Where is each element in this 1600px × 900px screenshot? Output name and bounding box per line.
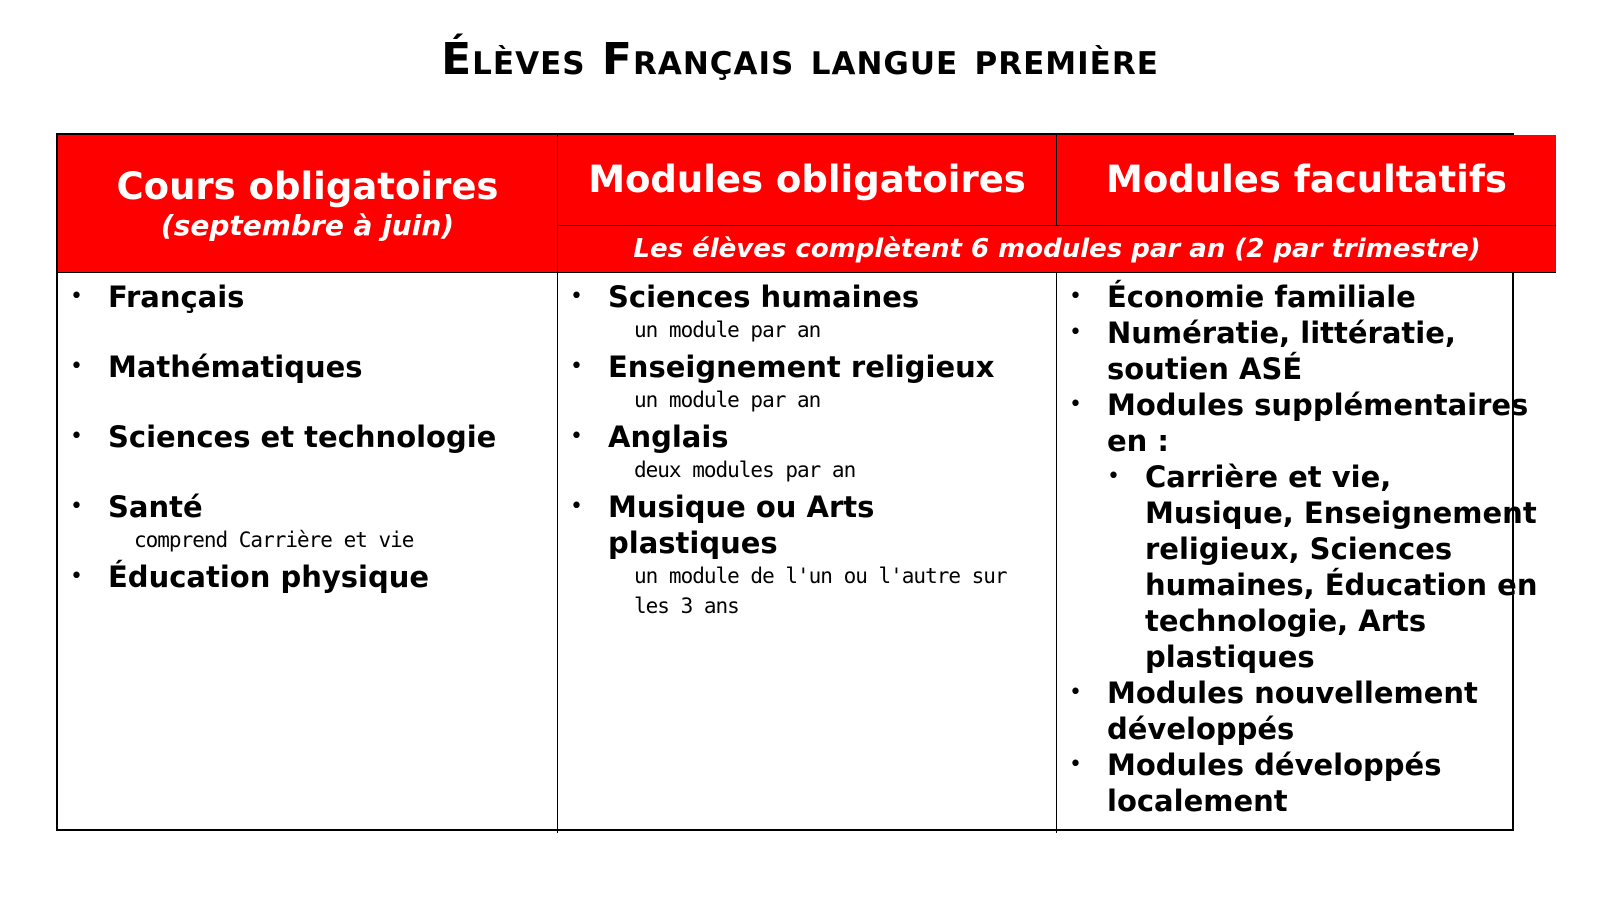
item-label: Économie familiale (1107, 280, 1416, 314)
list-item (70, 279, 547, 315)
list-item (570, 279, 1046, 345)
col1-list (70, 279, 547, 595)
item-label: Sciences humaines (608, 280, 920, 314)
program-table (56, 133, 1538, 831)
header-span-note (558, 226, 1556, 273)
nested-list (1107, 459, 1546, 675)
list-item (570, 489, 1046, 621)
item-label: Sciences et technologie (108, 420, 497, 454)
col3-body (1057, 273, 1556, 833)
item-label: Modules nouvellement développés (1107, 676, 1478, 746)
item-note: un module par an (634, 388, 821, 412)
item-label: Anglais (608, 420, 729, 454)
item-label: Modules supplémentaires en : (1107, 388, 1529, 458)
item-label: Modules développés localement (1107, 748, 1442, 818)
list-item (70, 349, 547, 385)
header-modules-obligatoires (558, 135, 1057, 226)
item-note: un module par an (634, 318, 821, 342)
list-item (1069, 747, 1546, 819)
list-item (570, 349, 1046, 415)
item-label: Enseignement religieux (608, 350, 995, 384)
item-label: Français (108, 280, 245, 314)
item-label: Carrière et vie, Musique, Enseignement religieux, Sciences humaines, Éducation en technologie, Arts plastiques (1145, 460, 1538, 674)
item-label: Santé (108, 490, 203, 524)
list-item (70, 559, 547, 595)
list-item (1069, 315, 1546, 387)
list-item (1069, 279, 1546, 315)
col2-list (570, 279, 1046, 621)
list-item (570, 419, 1046, 485)
page-title: Élèves Français langue première (441, 34, 1159, 85)
list-item (1069, 675, 1546, 747)
col2-body (558, 273, 1057, 833)
item-note: un module de l'un ou l'autre sur les 3 ans (634, 564, 1007, 618)
item-note: comprend Carrière et vie (134, 528, 414, 552)
header-modules-facultatifs (1057, 135, 1556, 226)
nested-list-item (1107, 459, 1546, 675)
header-col1-subtitle: (septembre à juin) (160, 208, 455, 242)
item-label: Musique ou Arts plastiques (608, 490, 875, 560)
item-label: Mathématiques (108, 350, 363, 384)
header-col3-title: Modules facultatifs (1106, 158, 1507, 201)
item-note: deux modules par an (634, 458, 856, 482)
list-item (70, 419, 547, 455)
header-col1-title: Cours obligatoires (116, 164, 499, 208)
list-item (70, 489, 547, 555)
span-note-text: Les élèves complètent 6 modules par an (2 par trimestre) (633, 234, 1481, 264)
header-col2-title: Modules obligatoires (588, 158, 1026, 201)
col1-body (58, 273, 558, 833)
list-item (1069, 387, 1546, 675)
item-label: Éducation physique (108, 560, 430, 594)
col3-list (1069, 279, 1546, 819)
item-label: Numératie, littératie, soutien ASÉ (1107, 316, 1456, 386)
header-cours-obligatoires (58, 135, 558, 273)
